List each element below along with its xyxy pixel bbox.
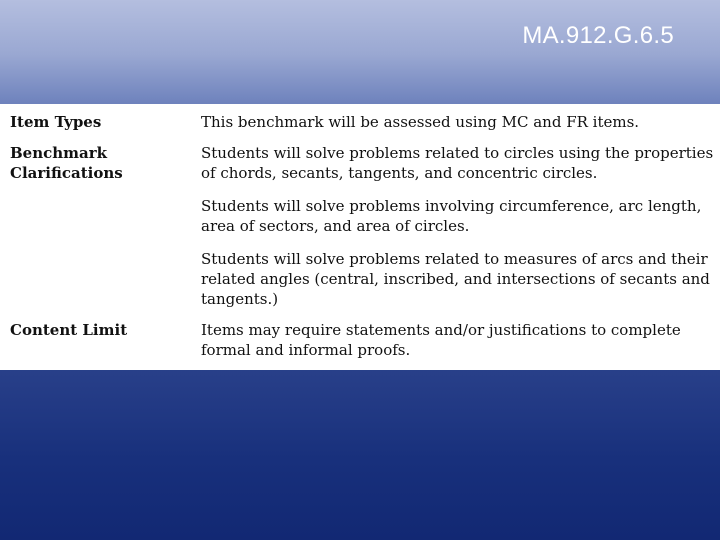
row-label: Item Types	[10, 113, 102, 131]
row-paragraph: Students will solve problems involving circumference, arc length, area of sectors, and area of circles.	[201, 197, 702, 235]
slide-title: MA.912.G.6.5	[522, 22, 674, 49]
row-content	[200, 143, 720, 320]
table-row-benchmark-clarifications	[0, 143, 720, 320]
row-paragraph: This benchmark will be assessed using MC and FR items.	[201, 113, 640, 131]
row-paragraph: Students will solve problems related to circles using the properties of chords, secants, tangents, and concentric circles.	[201, 144, 714, 182]
row-paragraph: Students will solve problems related to measures of arcs and their related angles (central, inscribed, and intersections of secants and tangents.)	[201, 250, 710, 308]
benchmark-table	[0, 112, 720, 360]
benchmark-panel	[0, 104, 720, 370]
row-content	[200, 320, 720, 360]
table-row-item-types	[0, 112, 720, 143]
row-content	[200, 112, 720, 143]
table-row-content-limit	[0, 320, 720, 360]
row-label: Benchmark Clarifications	[10, 144, 123, 182]
row-label: Content Limit	[10, 321, 128, 339]
row-paragraph: Items may require statements and/or justifications to complete formal and informal proofs.	[201, 321, 681, 359]
